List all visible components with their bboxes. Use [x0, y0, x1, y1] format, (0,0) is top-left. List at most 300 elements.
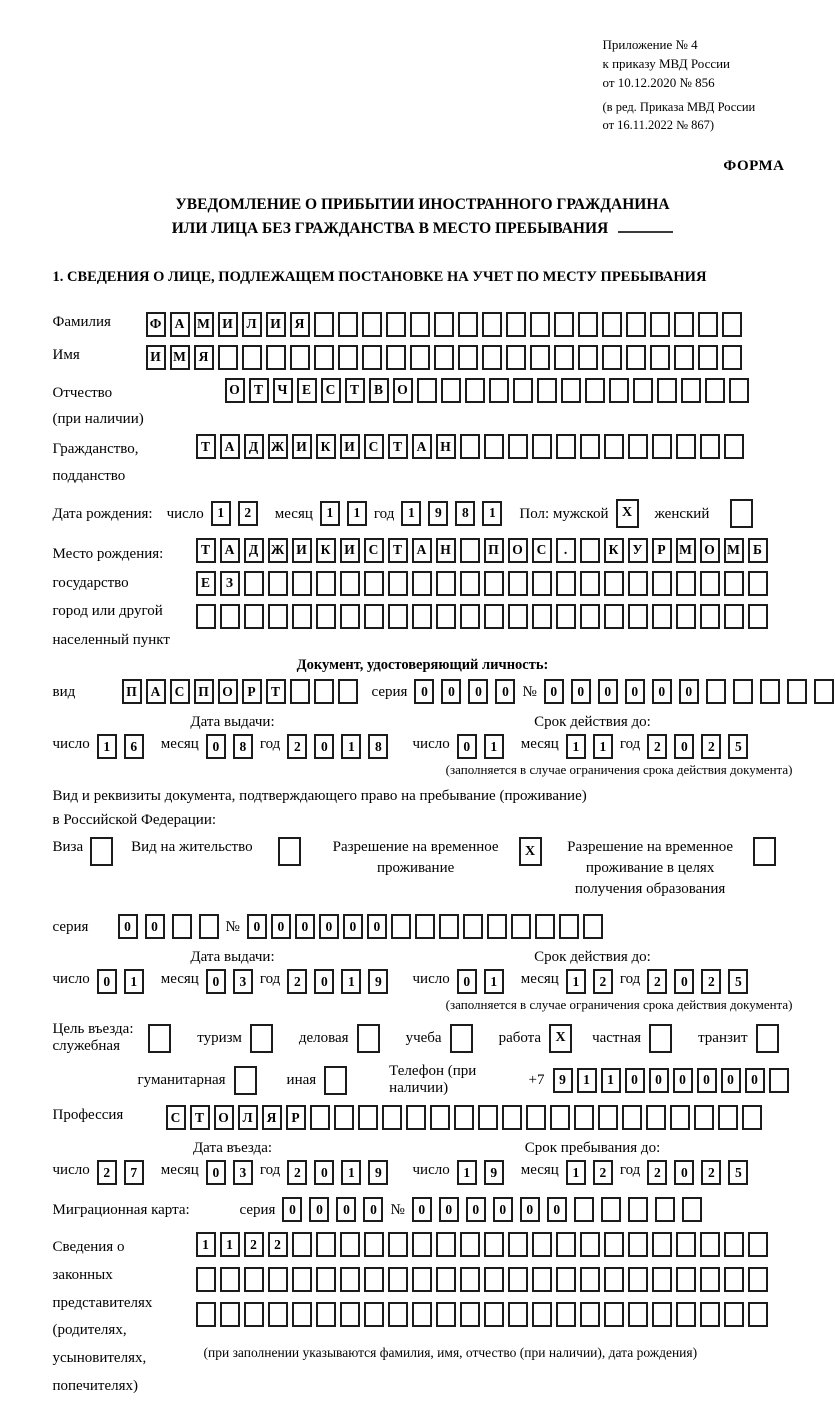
- form-cell[interactable]: 7: [124, 1160, 144, 1185]
- form-cell[interactable]: [602, 312, 622, 337]
- form-cell[interactable]: 1: [566, 734, 586, 759]
- form-cell[interactable]: [388, 571, 408, 596]
- form-cell[interactable]: [450, 1024, 473, 1053]
- form-cell[interactable]: [340, 1232, 360, 1257]
- form-cell[interactable]: [506, 345, 526, 370]
- form-cell[interactable]: [508, 1267, 528, 1292]
- form-cell[interactable]: 0: [441, 679, 461, 704]
- form-cell[interactable]: С: [364, 434, 384, 459]
- form-cell[interactable]: А: [220, 538, 240, 563]
- form-cell[interactable]: А: [412, 434, 432, 459]
- form-cell[interactable]: [698, 312, 718, 337]
- form-cell[interactable]: [502, 1105, 522, 1130]
- form-cell[interactable]: [436, 1302, 456, 1327]
- form-cell[interactable]: [386, 312, 406, 337]
- form-cell[interactable]: 0: [625, 679, 645, 704]
- form-cell[interactable]: [753, 837, 776, 866]
- form-cell[interactable]: [733, 679, 753, 704]
- form-cell[interactable]: [454, 1105, 474, 1130]
- form-cell[interactable]: [196, 1267, 216, 1292]
- form-cell[interactable]: Д: [244, 434, 264, 459]
- form-cell[interactable]: [561, 378, 581, 403]
- form-cell[interactable]: 9: [484, 1160, 504, 1185]
- form-cell[interactable]: [292, 571, 312, 596]
- form-cell[interactable]: [290, 345, 310, 370]
- form-cell[interactable]: О: [225, 378, 245, 403]
- form-cell[interactable]: [436, 1267, 456, 1292]
- form-cell[interactable]: [655, 1197, 675, 1222]
- form-cell[interactable]: 2: [287, 969, 307, 994]
- form-cell[interactable]: [148, 1024, 171, 1053]
- form-cell[interactable]: [196, 1302, 216, 1327]
- form-cell[interactable]: [268, 571, 288, 596]
- form-cell[interactable]: [508, 1232, 528, 1257]
- form-cell[interactable]: [460, 434, 480, 459]
- form-cell[interactable]: 0: [493, 1197, 513, 1222]
- form-cell[interactable]: [700, 1302, 720, 1327]
- form-cell[interactable]: С: [170, 679, 190, 704]
- form-cell[interactable]: [700, 434, 720, 459]
- form-cell[interactable]: В: [369, 378, 389, 403]
- form-cell[interactable]: [532, 434, 552, 459]
- form-cell[interactable]: Я: [290, 312, 310, 337]
- form-cell[interactable]: [556, 1302, 576, 1327]
- form-cell[interactable]: [694, 1105, 714, 1130]
- form-cell[interactable]: [417, 378, 437, 403]
- form-cell[interactable]: [580, 571, 600, 596]
- form-cell[interactable]: [583, 914, 603, 939]
- form-cell[interactable]: 2: [593, 1160, 613, 1185]
- form-cell[interactable]: Ф: [146, 312, 166, 337]
- form-cell[interactable]: [430, 1105, 450, 1130]
- form-cell[interactable]: П: [122, 679, 142, 704]
- form-cell[interactable]: [388, 604, 408, 629]
- form-cell[interactable]: [604, 604, 624, 629]
- checkbox-transit[interactable]: [756, 1024, 779, 1053]
- form-cell[interactable]: М: [194, 312, 214, 337]
- form-cell[interactable]: 0: [367, 914, 387, 939]
- form-cell[interactable]: [674, 345, 694, 370]
- form-cell[interactable]: [266, 345, 286, 370]
- form-cell[interactable]: [278, 837, 301, 866]
- form-cell[interactable]: [604, 571, 624, 596]
- form-cell[interactable]: [580, 538, 600, 563]
- form-cell[interactable]: 0: [466, 1197, 486, 1222]
- form-cell[interactable]: 1: [484, 734, 504, 759]
- form-cell[interactable]: И: [340, 538, 360, 563]
- form-cell[interactable]: [604, 434, 624, 459]
- form-cell[interactable]: [324, 1066, 347, 1095]
- form-cell[interactable]: [362, 312, 382, 337]
- form-cell[interactable]: [652, 604, 672, 629]
- form-cell[interactable]: [268, 1302, 288, 1327]
- form-cell[interactable]: Ч: [273, 378, 293, 403]
- form-cell[interactable]: [676, 1232, 696, 1257]
- form-cell[interactable]: К: [316, 434, 336, 459]
- form-cell[interactable]: Н: [436, 434, 456, 459]
- form-cell[interactable]: [626, 345, 646, 370]
- form-cell[interactable]: Т: [196, 434, 216, 459]
- form-cell[interactable]: [742, 1105, 762, 1130]
- form-cell[interactable]: [314, 679, 334, 704]
- form-cell[interactable]: [724, 1267, 744, 1292]
- form-cell[interactable]: [412, 604, 432, 629]
- form-cell[interactable]: [556, 604, 576, 629]
- form-cell[interactable]: [585, 378, 605, 403]
- form-cell[interactable]: [484, 1302, 504, 1327]
- form-cell[interactable]: 0: [295, 914, 315, 939]
- form-cell[interactable]: 1: [484, 969, 504, 994]
- form-cell[interactable]: [698, 345, 718, 370]
- form-cell[interactable]: 8: [368, 734, 388, 759]
- form-cell[interactable]: [722, 345, 742, 370]
- form-cell[interactable]: 3: [233, 969, 253, 994]
- form-cell[interactable]: Л: [242, 312, 262, 337]
- form-cell[interactable]: [199, 914, 219, 939]
- form-cell[interactable]: Р: [652, 538, 672, 563]
- form-cell[interactable]: 1: [341, 1160, 361, 1185]
- form-cell[interactable]: Я: [262, 1105, 282, 1130]
- form-cell[interactable]: [652, 1267, 672, 1292]
- form-cell[interactable]: 0: [547, 1197, 567, 1222]
- form-cell[interactable]: 0: [571, 679, 591, 704]
- form-cell[interactable]: [310, 1105, 330, 1130]
- form-cell[interactable]: [622, 1105, 642, 1130]
- form-cell[interactable]: [362, 345, 382, 370]
- form-cell[interactable]: [434, 345, 454, 370]
- form-cell[interactable]: 0: [343, 914, 363, 939]
- form-cell[interactable]: [556, 1232, 576, 1257]
- form-cell[interactable]: [650, 345, 670, 370]
- form-cell[interactable]: 1: [593, 734, 613, 759]
- form-cell[interactable]: [609, 378, 629, 403]
- form-cell[interactable]: [580, 604, 600, 629]
- form-cell[interactable]: [676, 1267, 696, 1292]
- form-cell[interactable]: И: [266, 312, 286, 337]
- form-cell[interactable]: 9: [368, 969, 388, 994]
- form-cell[interactable]: [489, 378, 509, 403]
- form-cell[interactable]: [386, 345, 406, 370]
- form-cell[interactable]: О: [508, 538, 528, 563]
- form-cell[interactable]: И: [340, 434, 360, 459]
- form-cell[interactable]: 0: [271, 914, 291, 939]
- form-cell[interactable]: 9: [368, 1160, 388, 1185]
- form-cell[interactable]: 0: [118, 914, 138, 939]
- form-cell[interactable]: [550, 1105, 570, 1130]
- form-cell[interactable]: [601, 1197, 621, 1222]
- form-cell[interactable]: [338, 679, 358, 704]
- form-cell[interactable]: [652, 571, 672, 596]
- checkbox-business[interactable]: [357, 1024, 380, 1053]
- form-cell[interactable]: 0: [457, 969, 477, 994]
- form-cell[interactable]: [316, 1232, 336, 1257]
- form-cell[interactable]: 1: [124, 969, 144, 994]
- form-cell[interactable]: X: [549, 1024, 572, 1053]
- form-cell[interactable]: 0: [439, 1197, 459, 1222]
- form-cell[interactable]: 0: [674, 969, 694, 994]
- form-cell[interactable]: 1: [341, 969, 361, 994]
- form-cell[interactable]: 0: [145, 914, 165, 939]
- form-cell[interactable]: [388, 1267, 408, 1292]
- form-cell[interactable]: [556, 571, 576, 596]
- form-cell[interactable]: И: [292, 434, 312, 459]
- form-cell[interactable]: [508, 571, 528, 596]
- form-cell[interactable]: [769, 1068, 789, 1093]
- form-cell[interactable]: 0: [414, 679, 434, 704]
- form-cell[interactable]: Т: [388, 538, 408, 563]
- form-cell[interactable]: Т: [196, 538, 216, 563]
- form-cell[interactable]: [700, 571, 720, 596]
- form-cell[interactable]: 0: [652, 679, 672, 704]
- form-cell[interactable]: [580, 1232, 600, 1257]
- form-cell[interactable]: 2: [593, 969, 613, 994]
- form-cell[interactable]: [292, 1267, 312, 1292]
- form-cell[interactable]: [578, 345, 598, 370]
- form-cell[interactable]: Л: [238, 1105, 258, 1130]
- form-cell[interactable]: Т: [249, 378, 269, 403]
- form-cell[interactable]: 0: [697, 1068, 717, 1093]
- form-cell[interactable]: [532, 1267, 552, 1292]
- form-cell[interactable]: [172, 914, 192, 939]
- form-cell[interactable]: 0: [495, 679, 515, 704]
- form-cell[interactable]: [90, 837, 113, 866]
- form-cell[interactable]: П: [194, 679, 214, 704]
- form-cell[interactable]: [338, 345, 358, 370]
- form-cell[interactable]: М: [676, 538, 696, 563]
- form-cell[interactable]: [412, 571, 432, 596]
- checkbox-visa[interactable]: [90, 837, 113, 866]
- form-cell[interactable]: 1: [601, 1068, 621, 1093]
- form-cell[interactable]: [292, 1232, 312, 1257]
- form-cell[interactable]: О: [214, 1105, 234, 1130]
- form-cell[interactable]: Т: [266, 679, 286, 704]
- form-cell[interactable]: 1: [341, 734, 361, 759]
- form-cell[interactable]: [364, 1302, 384, 1327]
- form-cell[interactable]: 9: [428, 501, 448, 526]
- form-cell[interactable]: [340, 604, 360, 629]
- form-cell[interactable]: [670, 1105, 690, 1130]
- form-cell[interactable]: [268, 604, 288, 629]
- form-cell[interactable]: [234, 1066, 257, 1095]
- form-cell[interactable]: А: [170, 312, 190, 337]
- form-cell[interactable]: [242, 345, 262, 370]
- form-cell[interactable]: С: [364, 538, 384, 563]
- form-cell[interactable]: 1: [566, 1160, 586, 1185]
- checkbox-residence-permit[interactable]: [278, 837, 301, 866]
- form-cell[interactable]: М: [724, 538, 744, 563]
- form-cell[interactable]: [436, 604, 456, 629]
- form-cell[interactable]: Т: [190, 1105, 210, 1130]
- form-cell[interactable]: [508, 1302, 528, 1327]
- form-cell[interactable]: 0: [679, 679, 699, 704]
- form-cell[interactable]: [244, 571, 264, 596]
- form-cell[interactable]: [628, 434, 648, 459]
- form-cell[interactable]: [633, 378, 653, 403]
- form-cell[interactable]: [748, 1267, 768, 1292]
- form-cell[interactable]: [756, 1024, 779, 1053]
- form-cell[interactable]: Ж: [268, 538, 288, 563]
- form-cell[interactable]: [460, 604, 480, 629]
- form-cell[interactable]: [652, 434, 672, 459]
- form-cell[interactable]: 2: [647, 734, 667, 759]
- form-cell[interactable]: [506, 312, 526, 337]
- form-cell[interactable]: О: [218, 679, 238, 704]
- form-cell[interactable]: [748, 571, 768, 596]
- form-cell[interactable]: [700, 1267, 720, 1292]
- form-cell[interactable]: [391, 914, 411, 939]
- form-cell[interactable]: З: [220, 571, 240, 596]
- form-cell[interactable]: [574, 1197, 594, 1222]
- form-cell[interactable]: [652, 1232, 672, 1257]
- form-cell[interactable]: [463, 914, 483, 939]
- form-cell[interactable]: 0: [363, 1197, 383, 1222]
- form-cell[interactable]: [340, 1267, 360, 1292]
- form-cell[interactable]: [268, 1267, 288, 1292]
- form-cell[interactable]: [724, 1302, 744, 1327]
- form-cell[interactable]: [415, 914, 435, 939]
- form-cell[interactable]: [484, 1267, 504, 1292]
- form-cell[interactable]: А: [412, 538, 432, 563]
- form-cell[interactable]: 2: [647, 969, 667, 994]
- form-cell[interactable]: 2: [701, 1160, 721, 1185]
- form-cell[interactable]: [729, 378, 749, 403]
- form-cell[interactable]: 0: [625, 1068, 645, 1093]
- form-cell[interactable]: 0: [649, 1068, 669, 1093]
- form-cell[interactable]: [334, 1105, 354, 1130]
- form-cell[interactable]: 3: [233, 1160, 253, 1185]
- form-cell[interactable]: [556, 434, 576, 459]
- form-cell[interactable]: Д: [244, 538, 264, 563]
- form-cell[interactable]: 1: [401, 501, 421, 526]
- form-cell[interactable]: 0: [309, 1197, 329, 1222]
- form-cell[interactable]: 2: [268, 1232, 288, 1257]
- form-cell[interactable]: Ж: [268, 434, 288, 459]
- form-cell[interactable]: [364, 571, 384, 596]
- checkbox-work[interactable]: [549, 1024, 572, 1053]
- form-cell[interactable]: К: [604, 538, 624, 563]
- form-cell[interactable]: [628, 1197, 648, 1222]
- form-cell[interactable]: И: [292, 538, 312, 563]
- form-cell[interactable]: [244, 604, 264, 629]
- form-cell[interactable]: [676, 1302, 696, 1327]
- form-cell[interactable]: [628, 1302, 648, 1327]
- form-cell[interactable]: И: [218, 312, 238, 337]
- form-cell[interactable]: [388, 1302, 408, 1327]
- form-cell[interactable]: [706, 679, 726, 704]
- form-cell[interactable]: С: [321, 378, 341, 403]
- form-cell[interactable]: 9: [553, 1068, 573, 1093]
- form-cell[interactable]: О: [700, 538, 720, 563]
- form-cell[interactable]: [482, 345, 502, 370]
- form-cell[interactable]: 0: [721, 1068, 741, 1093]
- form-cell[interactable]: 0: [206, 1160, 226, 1185]
- form-cell[interactable]: [460, 538, 480, 563]
- form-cell[interactable]: И: [146, 345, 166, 370]
- form-cell[interactable]: 1: [211, 501, 231, 526]
- form-cell[interactable]: [730, 499, 753, 528]
- form-cell[interactable]: 1: [196, 1232, 216, 1257]
- form-cell[interactable]: Е: [196, 571, 216, 596]
- form-cell[interactable]: [535, 914, 555, 939]
- form-cell[interactable]: 2: [287, 734, 307, 759]
- form-cell[interactable]: [436, 1232, 456, 1257]
- form-cell[interactable]: [316, 604, 336, 629]
- form-cell[interactable]: 0: [206, 734, 226, 759]
- form-cell[interactable]: 0: [457, 734, 477, 759]
- form-cell[interactable]: [628, 604, 648, 629]
- form-cell[interactable]: [513, 378, 533, 403]
- form-cell[interactable]: [412, 1267, 432, 1292]
- form-cell[interactable]: [748, 1302, 768, 1327]
- form-cell[interactable]: [748, 604, 768, 629]
- form-cell[interactable]: [674, 312, 694, 337]
- form-cell[interactable]: [410, 312, 430, 337]
- form-cell[interactable]: [705, 378, 725, 403]
- form-cell[interactable]: К: [316, 538, 336, 563]
- form-cell[interactable]: [676, 434, 696, 459]
- form-cell[interactable]: [748, 1232, 768, 1257]
- checkbox-study[interactable]: [450, 1024, 473, 1053]
- form-cell[interactable]: [649, 1024, 672, 1053]
- form-cell[interactable]: 1: [347, 501, 367, 526]
- form-cell[interactable]: 2: [647, 1160, 667, 1185]
- form-cell[interactable]: [532, 1232, 552, 1257]
- form-cell[interactable]: 0: [598, 679, 618, 704]
- checkbox-temp-residence-education[interactable]: [753, 837, 776, 866]
- form-cell[interactable]: [439, 914, 459, 939]
- form-cell[interactable]: [604, 1267, 624, 1292]
- form-cell[interactable]: [724, 604, 744, 629]
- form-cell[interactable]: 1: [577, 1068, 597, 1093]
- form-cell[interactable]: [458, 345, 478, 370]
- form-cell[interactable]: [760, 679, 780, 704]
- form-cell[interactable]: [580, 1267, 600, 1292]
- form-cell[interactable]: [314, 345, 334, 370]
- form-cell[interactable]: [250, 1024, 273, 1053]
- form-cell[interactable]: [532, 604, 552, 629]
- form-cell[interactable]: [508, 434, 528, 459]
- form-cell[interactable]: [460, 1232, 480, 1257]
- form-cell[interactable]: [511, 914, 531, 939]
- form-cell[interactable]: [388, 1232, 408, 1257]
- form-cell[interactable]: Е: [297, 378, 317, 403]
- form-cell[interactable]: 0: [282, 1197, 302, 1222]
- form-cell[interactable]: [482, 312, 502, 337]
- form-cell[interactable]: [508, 604, 528, 629]
- form-cell[interactable]: 0: [544, 679, 564, 704]
- form-cell[interactable]: [787, 679, 807, 704]
- form-cell[interactable]: [316, 1302, 336, 1327]
- form-cell[interactable]: [460, 571, 480, 596]
- checkbox-other-purpose[interactable]: [324, 1066, 347, 1095]
- form-cell[interactable]: Т: [345, 378, 365, 403]
- form-cell[interactable]: [646, 1105, 666, 1130]
- form-cell[interactable]: [364, 1267, 384, 1292]
- form-cell[interactable]: [580, 1302, 600, 1327]
- form-cell[interactable]: 8: [233, 734, 253, 759]
- form-cell[interactable]: [532, 1302, 552, 1327]
- form-cell[interactable]: [724, 434, 744, 459]
- form-cell[interactable]: 0: [336, 1197, 356, 1222]
- form-cell[interactable]: [290, 679, 310, 704]
- form-cell[interactable]: [602, 345, 622, 370]
- form-cell[interactable]: [484, 434, 504, 459]
- form-cell[interactable]: С: [166, 1105, 186, 1130]
- form-cell[interactable]: 0: [314, 969, 334, 994]
- form-cell[interactable]: 2: [244, 1232, 264, 1257]
- form-cell[interactable]: [460, 1267, 480, 1292]
- form-cell[interactable]: [218, 345, 238, 370]
